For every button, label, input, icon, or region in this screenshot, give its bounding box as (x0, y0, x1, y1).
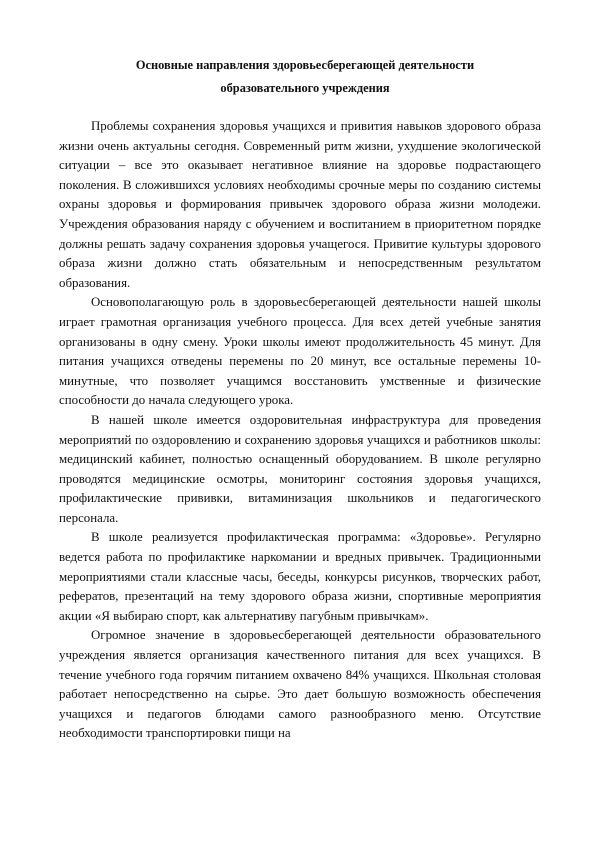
paragraph-5: Огромное значение в здоровьесберегающей деятельности образовательного учреждения является организация качественного питания для всех учащихся. В течение учебного года горячим питанием охвачено 84% учащихся. Школьная столовая работает непосредственно на сырье. Это дает большую возможность обеспечения учащихся и педагогов блюдами самого разнообразного меню. Отсутствие необходимости транспортировки пищи на (59, 628, 541, 741)
title-line-2: образовательного учреждения (220, 81, 390, 95)
paragraph-4: В школе реализуется профилактическая программа: «Здоровье». Регулярно ведется работа по профилактике наркомании и вредных привычек. Традиционными мероприятиями стали классные часы, беседы, конкурсы рисунков, творческих работ, рефератов, презентаций на тему здорового образа жизни, спортивные мероприятия акции «Я выбираю спорт, как альтернативу пагубным привычкам». (59, 530, 541, 623)
document-title (85, 54, 525, 100)
paragraph-3: В нашей школе имеется оздоровительная инфраструктура для проведения мероприятий по оздоровлению и сохранению здоровья учащихся и работников школы: медицинский кабинет, полностью оснащенный оборудованием. В школе регулярно проводятся медицинские осмотры, мониторинг состояния здоровья учащихся, профилактические прививки, витаминизация школьников и педагогического персонала. (59, 412, 541, 525)
paragraph-2: Основополагающую роль в здоровьесберегающей деятельности нашей школы играет грамотная организация учебного процесса. Для всех детей учебные занятия организованы в одну смену. Уроки школы имеют продолжительность 45 минут. Для питания учащихся отведены перемены по 20 минут, все остальные перемены 10-минутные, что позволяет учащимся восстановить умственные и физические способности до начала следующего урока. (59, 295, 541, 408)
document-body (59, 117, 541, 744)
title-line-1: Основные направления здоровьесберегающей деятельности (135, 58, 475, 72)
paragraph-1: Проблемы сохранения здоровья учащихся и привития навыков здорового образа жизни очень актуальны сегодня. Современный ритм жизни, ухудшение экологической ситуации – все это оказывает негативное влияние на здоровье подрастающего поколения. В сложившихся условиях необходимы срочные меры по созданию системы охраны здоровья и формирования привычек здорового образа жизни молодежи. Учреждения образования наряду с обучением и воспитанием в приоритетном порядке должны решать задачу сохранения здоровья учащегося. Привитие культуры здорового образа жизни должно стать обязательным и непосредственным результатом образования. (59, 119, 541, 290)
